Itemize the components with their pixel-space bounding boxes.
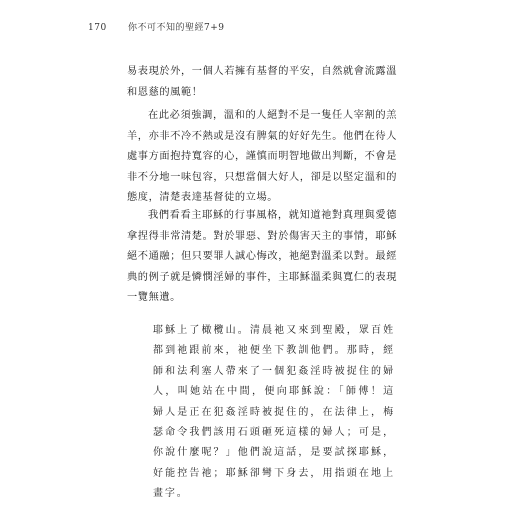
paragraph-gentleness: 在此必須強調，溫和的人絕對不是一隻任人宰割的羔羊，亦非不冷不熱或是沒有脾氣的好好先生。他們在待人處事方面抱持寬容的心，謹慎而明智地做出判斷，不會是非不分地一味包容，只想當個大好人，卻是以堅定溫和的態度，清楚表達基督徒的立場。 bbox=[127, 110, 397, 203]
running-head bbox=[88, 20, 225, 33]
paragraph-continued: 易表現於外，一個人若擁有基督的平安，自然就會流露溫和恩慈的風範！ bbox=[127, 66, 397, 98]
book-title: 你不可不知的聖經7+9 bbox=[128, 23, 225, 33]
page-number: 170 bbox=[88, 23, 107, 33]
paragraph-jesus-example: 我們看看主耶穌的行事風格，就知道祂對真理與愛德拿捏得非常清楚。對於罪惡、對於傷害天主的事情，耶穌絕不通融；但只要罪人誠心悔改，祂絕對溫柔以對。最經典的例子就是憐憫淫婦的事件，主耶穌溫柔與寬仁的表現一覽無遺。 bbox=[127, 210, 397, 303]
scripture-quote: 耶穌上了橄欖山。清晨祂又來到聖殿，眾百姓都到祂跟前來，祂便坐下教訓他們。那時，經師和法利塞人帶來了一個犯姦淫時被捉住的婦人，叫她站在中間，便向耶穌說：「師傅！這婦人是正在犯姦淫時被捉住的，在法律上，梅瑟命令我們該用石頭砸死這樣的婦人；可是，你說什麼呢？」他們說這話，是要試探耶穌，好能控告祂；耶穌卻彎下身去，用指頭在地上畫字。 bbox=[153, 325, 395, 500]
